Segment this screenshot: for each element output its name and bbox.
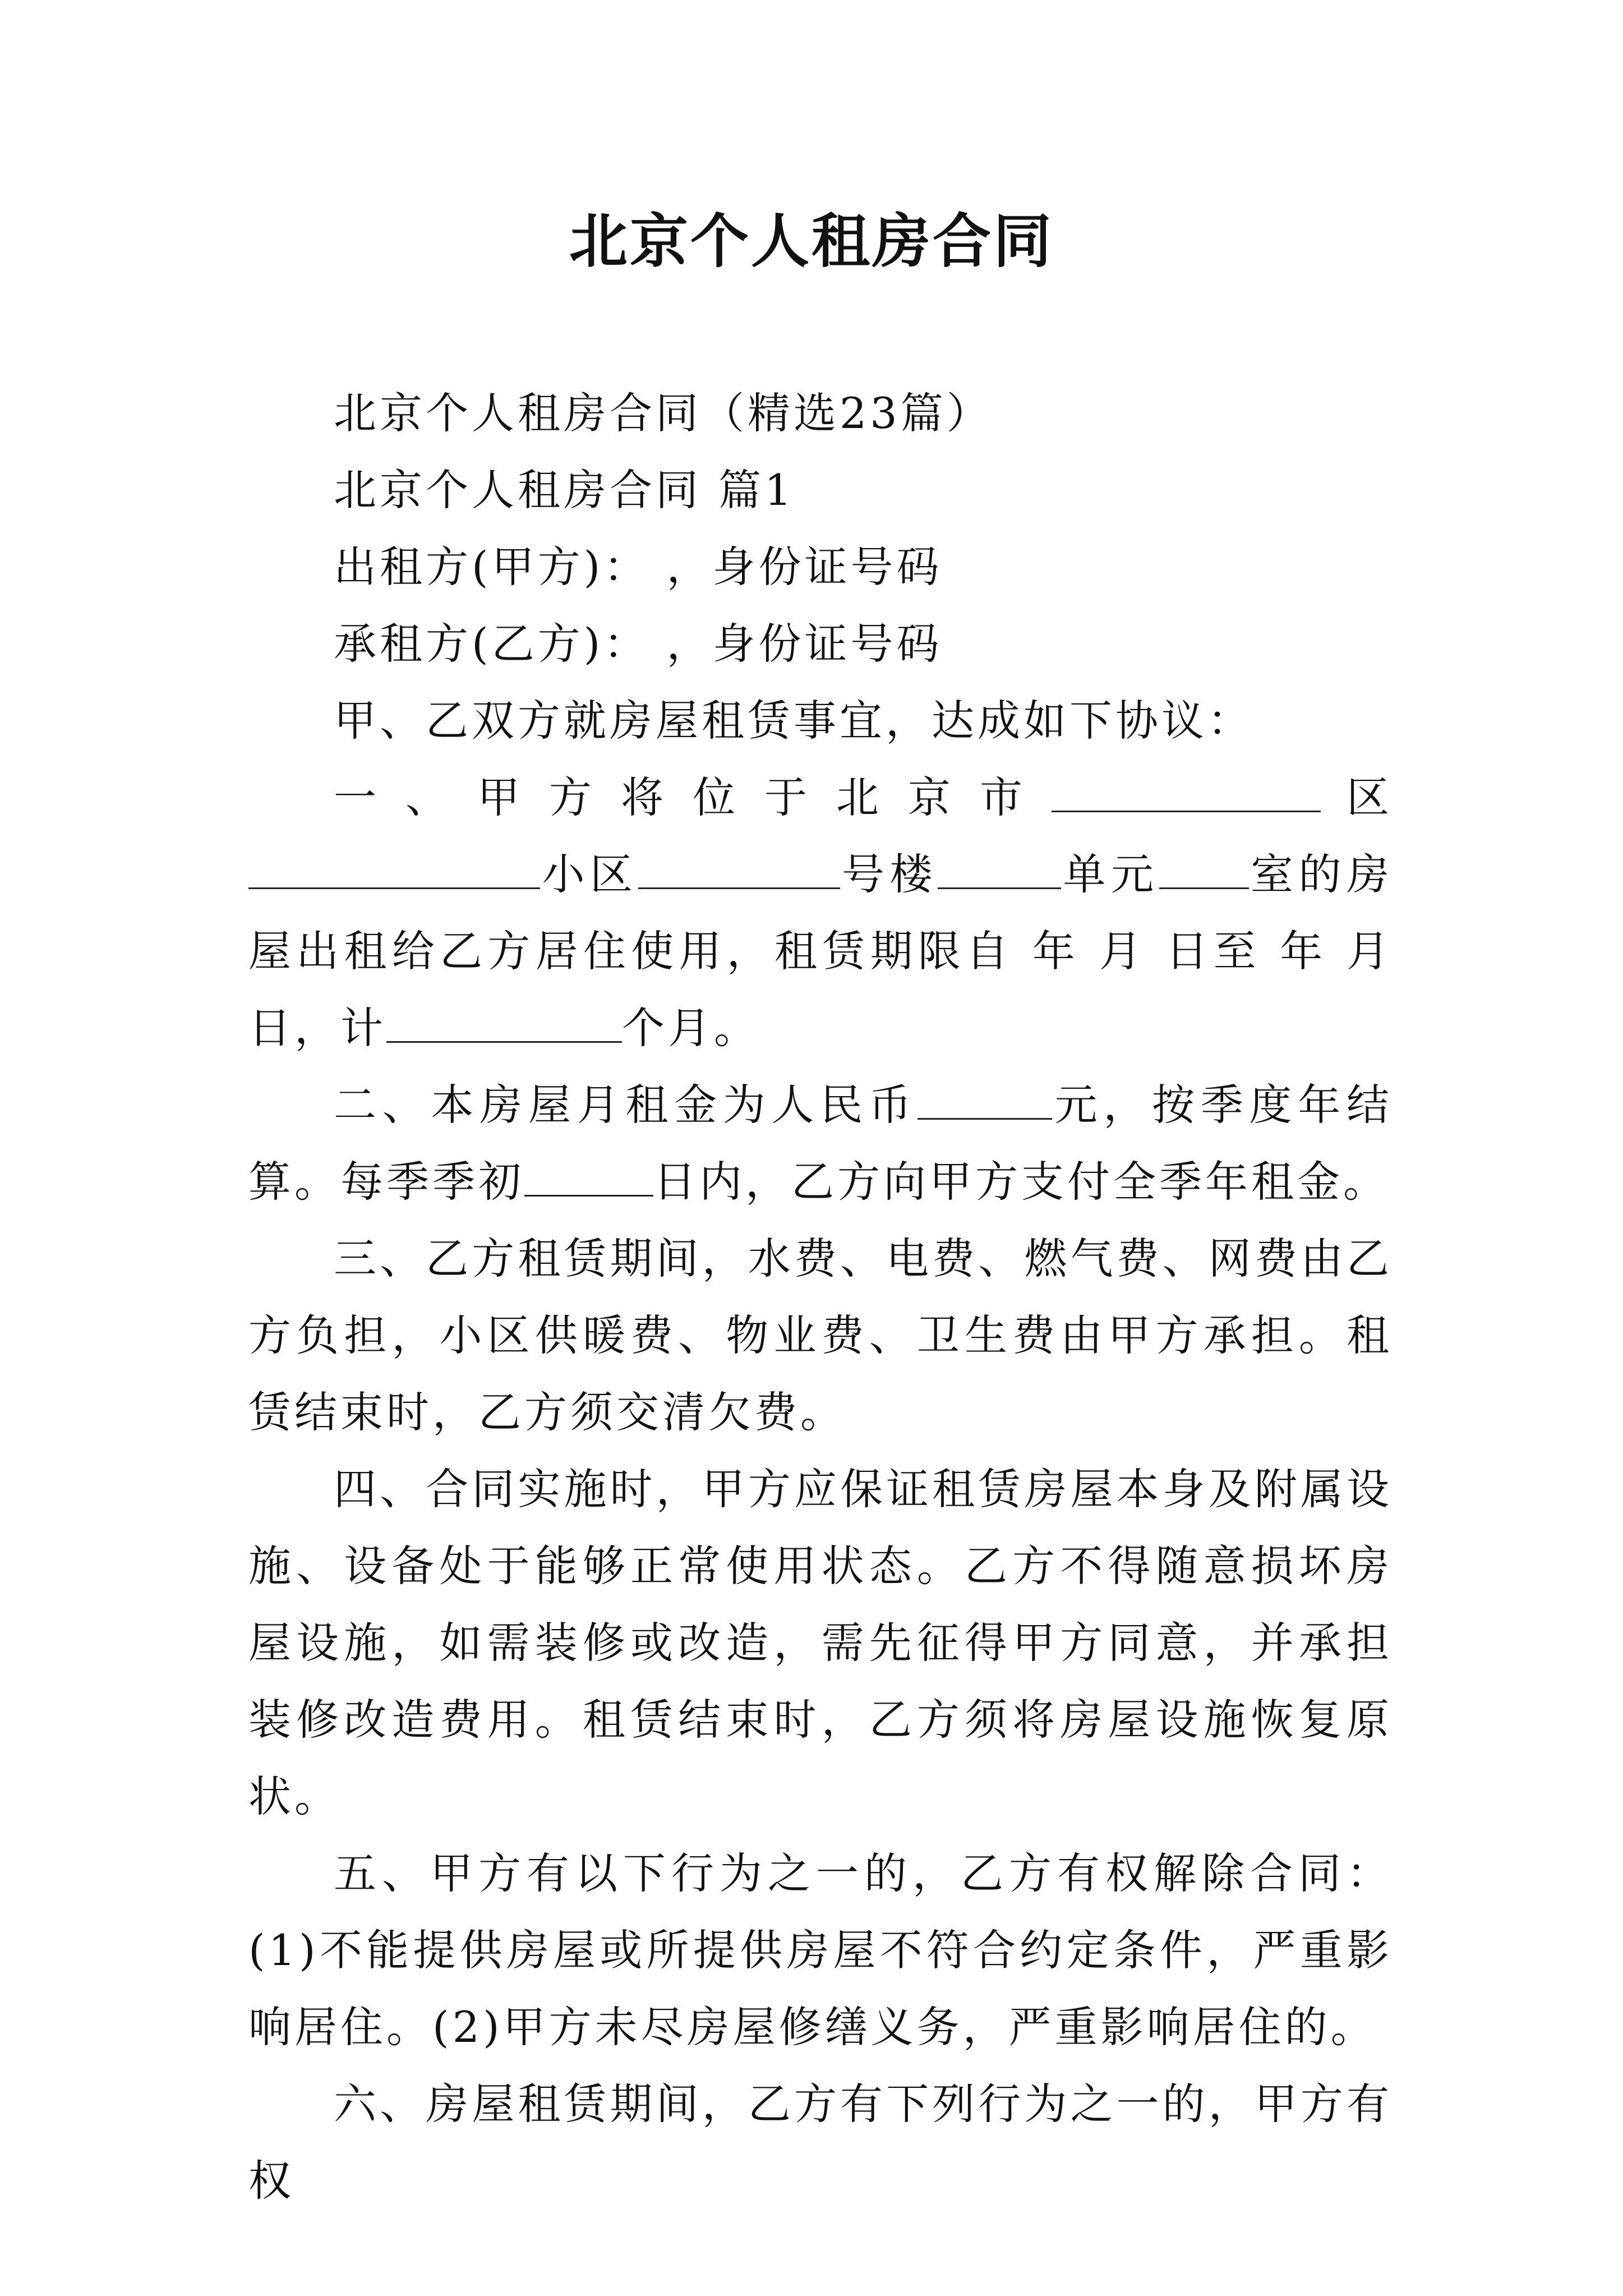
clause-1-text-a: 一、甲方将位于北京市	[334, 772, 1052, 822]
clause-3: 三、乙方租赁期间，水费、电费、燃气费、网费由乙方负担，小区供暖费、物业费、卫生费由甲方承担。租赁结束时，乙方须交清欠费。	[248, 1234, 1393, 1437]
clause-6: 六、房屋租赁期间，乙方有下列行为之一的，甲方有权	[248, 2079, 1393, 2206]
clause-1-text-d: 号楼	[840, 849, 938, 899]
clause-1-text-c: 小区	[540, 849, 638, 899]
rent-blank	[917, 1083, 1052, 1120]
lessee-line: 承租方(乙方)： ，身份证号码	[334, 619, 943, 669]
clause-2-text-a: 二、本房屋月租金为人民币	[334, 1080, 917, 1130]
clause-1-text-g: 个月。	[622, 1003, 760, 1053]
clause-2	[248, 1066, 1393, 1220]
building-blank	[938, 853, 1061, 889]
clause-1	[248, 759, 1393, 1066]
clause-1-text-b: 区	[1321, 772, 1393, 822]
clause-2-text-c: 日内，乙方向甲方支付全季年租金。	[653, 1157, 1389, 1207]
area-blank	[248, 853, 540, 889]
lessor-line: 出租方(甲方)： ，身份证号码	[334, 542, 943, 592]
clause-1-text-e: 单元	[1061, 849, 1159, 899]
subtitle: 北京个人租房合同（精选23篇）	[334, 388, 993, 438]
clause-5: 五、甲方有以下行为之一的，乙方有权解除合同： (1)不能提供房屋或所提供房屋不符合约定条件，严重影响居住。(2)甲方未尽房屋修缮义务，严重影响居住的。	[248, 1848, 1393, 2052]
clause-4: 四、合同实施时，甲方应保证租赁房屋本身及附属设施、设备处于能够正常使用状态。乙方不得随意损坏房屋设施，如需装修或改造，需先征得甲方同意，并承担装修改造费用。租赁结束时，乙方须将房屋设施恢复原状。	[248, 1464, 1393, 1821]
unit-blank	[1159, 853, 1249, 889]
district-blank	[1052, 776, 1321, 812]
document-body	[248, 375, 1393, 2219]
community-blank	[638, 853, 840, 889]
clause-1-text-f: 室的房屋出租给乙方居住使用，租赁期限自 年 月 日至 年 月 日，计	[248, 849, 1393, 1053]
days-blank	[524, 1160, 653, 1197]
months-blank	[386, 1006, 622, 1043]
document-title: 北京个人租房合同	[569, 206, 1054, 275]
section-heading: 北京个人租房合同 篇1	[334, 465, 795, 515]
clause-2-text-b: 元，按季度年结算。每季季初	[248, 1080, 1393, 1207]
intro-paragraph: 甲、乙双方就房屋租赁事宜，达成如下协议：	[334, 696, 1253, 746]
